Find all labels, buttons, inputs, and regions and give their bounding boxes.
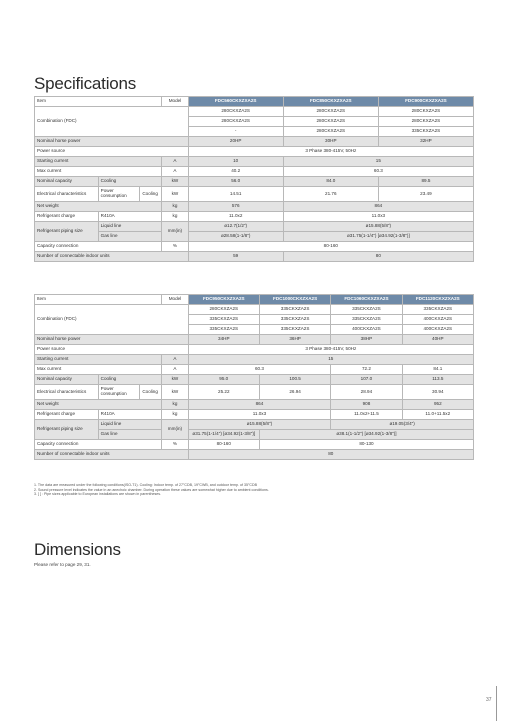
header-row [35, 97, 474, 107]
value-cell: 59 [188, 252, 283, 262]
value-cell: 11.0x3 [283, 212, 473, 222]
row-label: Starting current [35, 355, 162, 365]
footnote: 2. Sound pressure level indicates the value in an anechoic chamber. During operation these values are somewhat higher due to ambient conditions. [34, 487, 269, 492]
value-cell: 32HP [378, 137, 473, 147]
refrigerant-row [35, 410, 474, 420]
value-cell: 11.0x3 [188, 410, 331, 420]
row-label: Max current [35, 167, 162, 177]
spec-table-1 [34, 96, 474, 262]
indoor-units-row [35, 450, 474, 460]
horse-power-row [35, 335, 474, 345]
value-cell: 40HP [402, 335, 473, 345]
row-label: Refrigerant piping size [35, 222, 99, 242]
value-cell: 113.5 [402, 375, 473, 385]
page-number: 37 [486, 697, 492, 703]
dimensions-note: Please refer to page 29, 31. [34, 562, 91, 567]
row-label: Net weight [35, 400, 162, 410]
combination-cell: 280CKXZA2S [188, 107, 283, 117]
sub-label: Power consumption [98, 385, 140, 400]
value-cell: 72.2 [331, 365, 402, 375]
unit-cell: % [162, 242, 188, 252]
value-cell: ø19.05(3/4") [331, 420, 474, 430]
combination-cell: 280CKXZA2S [378, 117, 473, 127]
row-label: Capacity connection [35, 242, 162, 252]
gas-line-row [35, 232, 474, 242]
power-consumption-row [35, 385, 474, 400]
capacity-connection-row [35, 242, 474, 252]
page-divider [496, 686, 497, 721]
model-header: FDC560CKXZXA2S [188, 97, 283, 107]
unit-cell: kg [162, 400, 188, 410]
combination-cell: 280CKXZA2S [378, 107, 473, 117]
dimensions-title: Dimensions [34, 540, 121, 559]
combination-cell: 400CKXZA2S [331, 325, 402, 335]
value-cell: 80-130 [259, 440, 473, 450]
value-cell: 38HP [331, 335, 402, 345]
unit-cell: kg [162, 410, 188, 420]
value-cell: 89.5 [378, 177, 473, 187]
value-cell: 30HP [283, 137, 378, 147]
value-cell: ø15.88(5/8") [188, 420, 331, 430]
row-label: Number of connectable indoor units [35, 450, 189, 460]
combination-label: Combination (FDC) [35, 305, 189, 335]
value-cell: 908 [331, 400, 402, 410]
combination-label: Combination (FDC) [35, 107, 189, 137]
value-cell: 10 [188, 157, 283, 167]
value-cell: ø31.75(1-1/4") [ø34.92(1-3/8")] [188, 430, 259, 440]
specifications-title: Specifications [34, 74, 137, 93]
value-cell: 84.0 [283, 177, 378, 187]
combination-row [35, 305, 474, 315]
value-cell: 34HP [188, 335, 259, 345]
value-cell: 864 [188, 400, 331, 410]
capacity-connection-row [35, 440, 474, 450]
combination-cell: 280CKXZA2S [188, 305, 259, 315]
value-cell: 80-160 [188, 242, 473, 252]
value-cell: ø15.88(5/8") [283, 222, 473, 232]
row-label: Refrigerant piping size [35, 420, 99, 440]
footnote: 3. [ ] : Pipe sizes applicable to European installations are shown in parentheses. [34, 492, 162, 497]
value-cell: 20HP [188, 137, 283, 147]
combination-cell: 335CKXZA2S [378, 127, 473, 137]
unit-cell: A [162, 157, 188, 167]
combination-cell: 335CKXZA2S [188, 325, 259, 335]
combination-cell: 400CKXZA2S [402, 325, 473, 335]
header-row [35, 295, 474, 305]
value-cell: 11.0x2 [188, 212, 283, 222]
row-label: Electrical characteristics [35, 187, 99, 202]
model-header: FDC900CKXZXA2S [378, 97, 473, 107]
model-header: FDC1120CKXZXA2S [402, 295, 473, 305]
combination-cell: 335CKXZA2S [331, 315, 402, 325]
value-cell: 84.1 [402, 365, 473, 375]
combination-cell: 280CKXZA2S [283, 127, 378, 137]
combination-cell: 335CKXZA2S [402, 305, 473, 315]
starting-current-row [35, 355, 474, 365]
value-cell: 56.0 [188, 177, 283, 187]
value-cell: 23.49 [378, 187, 473, 202]
combination-cell: 280CKXZA2S [283, 117, 378, 127]
row-label: Starting current [35, 157, 162, 167]
row-label: Net weight [35, 202, 162, 212]
nominal-capacity-row [35, 375, 474, 385]
value-cell: 21.76 [283, 187, 378, 202]
value-cell: 28.94 [331, 385, 402, 400]
row-label: Nominal capacity [35, 375, 99, 385]
max-current-row [35, 167, 474, 177]
sub-label: Cooling [140, 187, 162, 202]
value-cell: 40.2 [188, 167, 283, 177]
value-cell: ø38.1(1-1/2") [ø34.92(1-3/8")] [259, 430, 473, 440]
combination-cell: 335CKXZA2S [259, 325, 330, 335]
value-cell: 100.5 [259, 375, 330, 385]
value-cell: 60.3 [283, 167, 473, 177]
sub-label: R410A [98, 410, 162, 420]
net-weight-row [35, 202, 474, 212]
model-label: Model [162, 295, 188, 305]
combination-cell: 335CKXZA2S [188, 315, 259, 325]
sub-label: Cooling [140, 385, 162, 400]
combination-row [35, 107, 474, 117]
combination-cell: 335CKXZA2S [331, 305, 402, 315]
value-cell: 107.0 [331, 375, 402, 385]
value-cell: ø31.75(1-1/4") [ø34.92(1-3/8")] [283, 232, 473, 242]
value-cell: 25.22 [188, 385, 259, 400]
power-source-row [35, 345, 474, 355]
liquid-line-row [35, 222, 474, 232]
model-header: FDC850CKXZXA2S [283, 97, 378, 107]
value-cell: 952 [402, 400, 473, 410]
row-label: Electrical characteristics [35, 385, 99, 400]
unit-cell: kW [162, 187, 188, 202]
combination-cell: 335CKXZA2S [259, 305, 330, 315]
unit-cell: A [162, 365, 188, 375]
model-label: Model [162, 97, 188, 107]
row-label: Nominal capacity [35, 177, 99, 187]
value-cell: ø28.58(1-1/8") [188, 232, 283, 242]
value-cell: 11.0x2+11.5 [331, 410, 402, 420]
liquid-line-row [35, 420, 474, 430]
starting-current-row [35, 157, 474, 167]
footnotes [34, 483, 269, 497]
value-cell: 80-160 [188, 440, 259, 450]
refrigerant-row [35, 212, 474, 222]
row-label: Refrigerant charge [35, 410, 99, 420]
sub-label: Liquid line [98, 420, 162, 430]
value-cell: ø12.7(1/2") [188, 222, 283, 232]
unit-cell: kg [162, 212, 188, 222]
sub-label: Cooling [98, 177, 162, 187]
sub-label: Gas line [98, 430, 162, 440]
combination-cell: 280CKXZA2S [188, 117, 283, 127]
value-cell: 3 Phase 380-415V, 50Hz [188, 345, 473, 355]
max-current-row [35, 365, 474, 375]
model-header: FDC950CKXZXA2S [188, 295, 259, 305]
row-label: Max current [35, 365, 162, 375]
item-label: Item [35, 295, 162, 305]
value-cell: 11.0+11.5x2 [402, 410, 473, 420]
sub-label: Gas line [98, 232, 162, 242]
model-header: FDC1000CKXZXA2S [259, 295, 330, 305]
row-label: Power source [35, 345, 189, 355]
row-label: Nominal horse power [35, 137, 189, 147]
combination-cell: 400CKXZA2S [402, 315, 473, 325]
model-header: FDC1060CKXZXA2S [331, 295, 402, 305]
value-cell: 26.94 [259, 385, 330, 400]
unit-cell: A [162, 355, 188, 365]
row-label: Nominal horse power [35, 335, 189, 345]
unit-cell: kW [162, 177, 188, 187]
value-cell: 95.0 [188, 375, 259, 385]
row-label: Capacity connection [35, 440, 162, 450]
value-cell: 576 [188, 202, 283, 212]
sub-label: Cooling [98, 375, 162, 385]
value-cell: 15 [188, 355, 473, 365]
value-cell: 80 [283, 252, 473, 262]
value-cell: 36HP [259, 335, 330, 345]
unit-cell: A [162, 167, 188, 177]
sub-label: Power consumption [98, 187, 140, 202]
value-cell: 3 Phase 380-415V, 50Hz [188, 147, 473, 157]
combination-cell: 280CKXZA2S [283, 107, 378, 117]
unit-cell: mm(in) [162, 222, 188, 242]
combination-cell: 335CKXZA2S [259, 315, 330, 325]
row-label: Refrigerant charge [35, 212, 99, 222]
value-cell: 15 [283, 157, 473, 167]
footnote: 1. The data are measured under the following conditions(ISO-T1). Cooling: Indoor temp. of 27°CDB, 19°CWB, and outdoor temp. of 35°CDB [34, 483, 257, 487]
unit-cell: kW [162, 375, 188, 385]
horse-power-row [35, 137, 474, 147]
unit-cell: kW [162, 385, 188, 400]
unit-cell: mm(in) [162, 420, 188, 440]
row-label: Number of connectable indoor units [35, 252, 189, 262]
value-cell: 30.94 [402, 385, 473, 400]
power-consumption-row [35, 187, 474, 202]
net-weight-row [35, 400, 474, 410]
item-label: Item [35, 97, 162, 107]
value-cell: 14.51 [188, 187, 283, 202]
unit-cell: kg [162, 202, 188, 212]
indoor-units-row [35, 252, 474, 262]
gas-line-row [35, 430, 474, 440]
power-source-row [35, 147, 474, 157]
value-cell: 80 [188, 450, 473, 460]
combination-cell: - [188, 127, 283, 137]
unit-cell: % [162, 440, 188, 450]
nominal-capacity-row [35, 177, 474, 187]
spec-table-2 [34, 294, 474, 460]
sub-label: Liquid line [98, 222, 162, 232]
sub-label: R410A [98, 212, 162, 222]
row-label: Power source [35, 147, 189, 157]
value-cell: 60.3 [188, 365, 331, 375]
value-cell: 864 [283, 202, 473, 212]
